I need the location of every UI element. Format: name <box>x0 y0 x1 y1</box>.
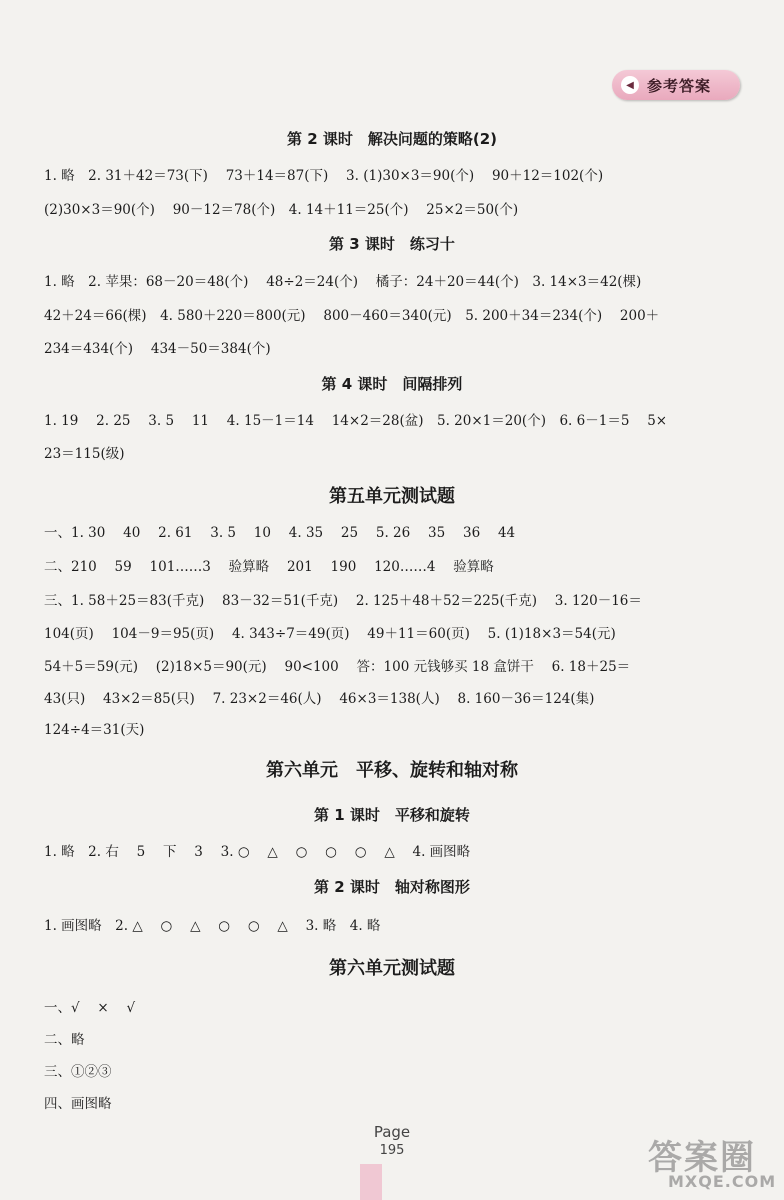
unit-6-lesson-1-title: 第 1 课时 平移和旋转 <box>314 806 470 824</box>
unit-6-test-line-2: 二、略 <box>44 1032 85 1048</box>
unit-6-test-title: 第六单元测试题 <box>329 958 455 979</box>
unit-5-line-3: 三、1. 58＋25＝83(千克) 83－32＝51(千克) 2. 125＋48＋52＝225(千克) 3. 120－16＝ <box>44 593 642 609</box>
unit-6-test-line-1: 一、√ × √ <box>44 1000 136 1016</box>
lesson-3-line-1: 1. 略 2. 苹果：68－20＝48(个) 48÷2＝24(个) 橘子：24＋20＝44(个) 3. 14×3＝42(棵) <box>44 274 642 290</box>
page-edge-strip <box>360 1164 382 1200</box>
lesson-3-title: 第 3 课时 练习十 <box>329 235 455 253</box>
page-number: 195 <box>379 1143 405 1158</box>
unit-6-test-line-3: 三、①②③ <box>44 1064 112 1080</box>
lesson-2-line-1: 1. 略 2. 31＋42＝73(下) 73＋14＝87(下) 3. (1)30×3＝90(个) 90＋12＝102(个) <box>44 168 604 184</box>
lesson-2-line-2: (2)30×3＝90(个) 90－12＝78(个) 4. 14＋11＝25(个) 25×2＝50(个) <box>44 202 519 218</box>
watermark-text: 答案圈 <box>648 1138 756 1178</box>
watermark-url: MXQE.COM <box>668 1172 777 1191</box>
unit-5-line-1: 一、1. 30 40 2. 61 3. 5 10 4. 35 25 5. 26 35 36 44 <box>44 525 516 541</box>
unit-6-lesson-2-title: 第 2 课时 轴对称图形 <box>314 878 470 896</box>
unit-5-test-title: 第五单元测试题 <box>329 486 455 507</box>
lesson-3-line-2: 42＋24＝66(棵) 4. 580＋220＝800(元) 800－460＝340(元) 5. 200＋34＝234(个) 200＋ <box>44 308 660 324</box>
left-arrow-icon: ◀ <box>621 76 639 94</box>
lesson-3-line-3: 234＝434(个) 434－50＝384(个) <box>44 341 271 357</box>
watermark-logo <box>640 1128 780 1196</box>
lesson-4-line-2: 23＝115(级) <box>44 446 125 462</box>
unit-6-test-line-4: 四、画图略 <box>44 1096 112 1112</box>
unit-5-line-4: 104(页) 104－9＝95(页) 4. 343÷7＝49(页) 49＋11＝60(页) 5. (1)18×3＝54(元) <box>44 626 616 642</box>
lesson-4-line-1: 1. 19 2. 25 3. 5 11 4. 15－1＝14 14×2＝28(盆) 5. 20×1＝20(个) 6. 6－1＝5 5× <box>44 413 668 429</box>
answer-key-label: 参考答案 <box>647 76 712 95</box>
unit-5-line-2: 二、210 59 101……3 验算略 201 190 120……4 验算略 <box>44 559 494 575</box>
lesson-4-title: 第 4 课时 间隔排列 <box>321 375 463 393</box>
unit-5-line-7: 124÷4＝31(天) <box>44 722 145 738</box>
answer-key-tab <box>612 70 740 100</box>
lesson-2-title: 第 2 课时 解决问题的策略(2) <box>286 130 498 148</box>
unit-5-line-6: 43(只) 43×2＝85(只) 7. 23×2＝46(人) 46×3＝138(人) 8. 160－36＝124(集) <box>44 691 595 707</box>
unit-5-line-5: 54＋5＝59(元) (2)18×5＝90(元) 90<100 答：100 元钱够买 18 盒饼干 6. 18＋25＝ <box>44 659 631 675</box>
unit-6-lesson-2-line-1: 1. 画图略 2. △ ○ △ ○ ○ △ 3. 略 4. 略 <box>44 918 381 934</box>
unit-6-title: 第六单元 平移、旋转和轴对称 <box>266 760 518 781</box>
unit-6-lesson-1-line-1: 1. 略 2. 右 5 下 3 3. ○ △ ○ ○ ○ △ 4. 画图略 <box>44 844 471 860</box>
page-label: Page <box>373 1123 411 1141</box>
